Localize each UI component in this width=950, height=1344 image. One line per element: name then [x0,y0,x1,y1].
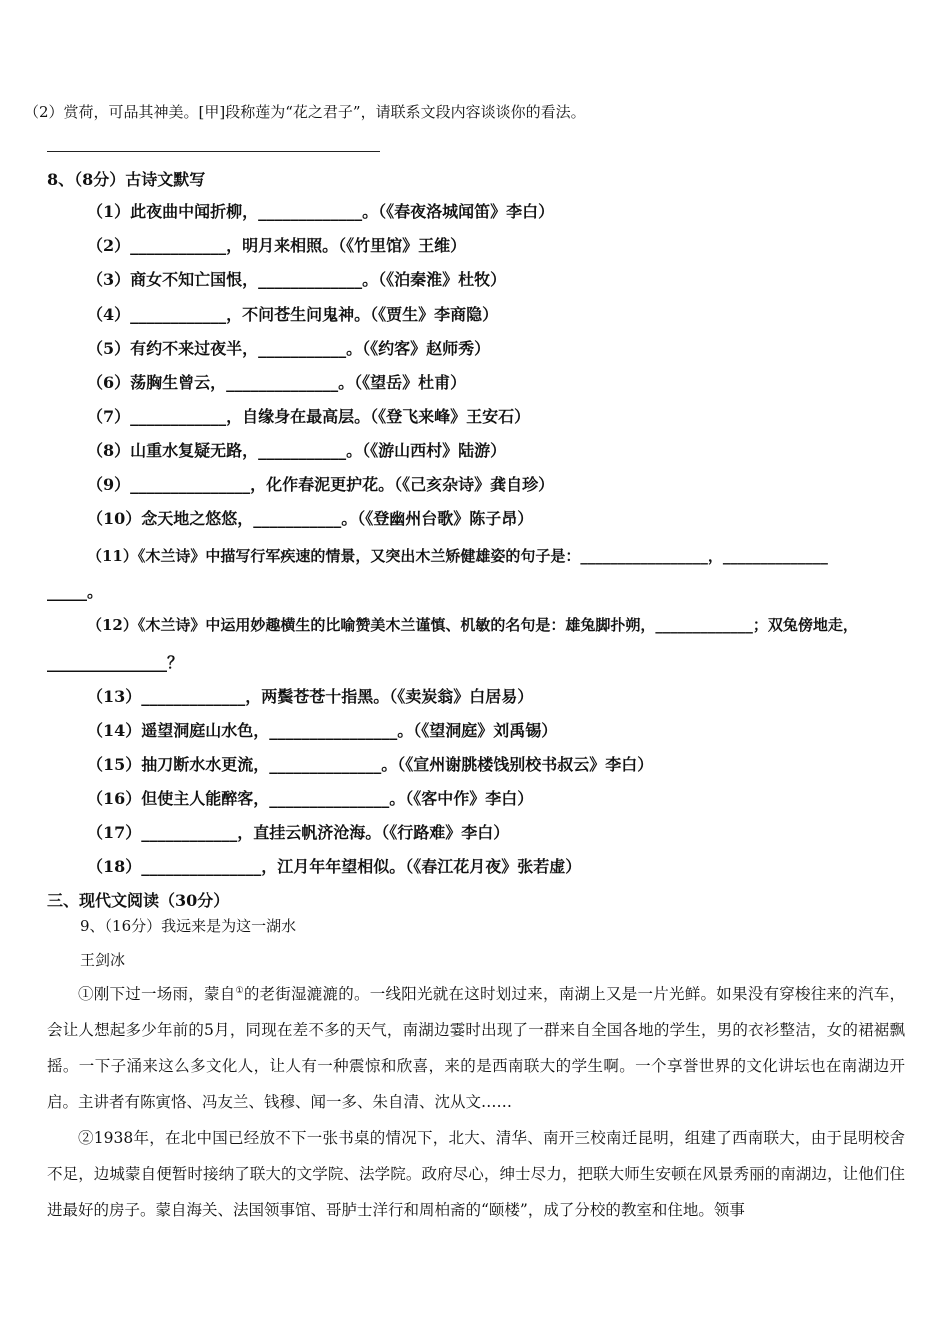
article-paragraph-1: ①刚下过一场雨，蒙自①的老街湿漉漉的。一线阳光就在这时划过来，南湖上又是一片光鲜。如果没有穿梭往来的汽车，会让人想起多少年前的5月，同现在差不多的天气，南湖边霎时出现了一群来自全国各地的学生，男的衣衫整洁，女的裙裾飘摇。一下子涌来这么多文化人，让人有一种震惊和欣喜，来的是西南联大的学生啊。一个享誉世界的文化讲坛也在南湖边开启。主讲者有陈寅恪、冯友兰、钱穆、闻一多、朱自清、沈从文…… [47,985,905,1111]
poem-item: （7）____________，自缘身在最高层。（《登飞来峰》王安石） [87,407,531,426]
poem-item: （8）山重水复疑无路，___________。（《游山西村》陆游） [87,441,507,460]
poem-item: （17）____________，直挂云帆济沧海。（《行路难》李白） [87,823,510,842]
poem-item: （4）____________，不问苍生问鬼神。（《贾生》李商隐） [87,305,499,324]
poem-item: （16）但使主人能醉客，_______________。（《客中作》李白） [87,789,534,808]
poem-item: （18）_______________，江月年年望相似。（《春江花月夜》张若虚） [87,857,582,876]
poem-item-11-cont: _____。 [47,582,104,601]
poem-item: （14）遥望洞庭山水色，________________。（《望洞庭》刘禹锡） [87,721,558,740]
poem-item-11: （11）《木兰诗》中描写行军疾速的情景，又突出木兰矫健雄姿的句子是：_________________，______________ [87,547,828,565]
poem-item: （1）此夜曲中闻折柳，_____________。（《春夜洛城闻笛》李白） [87,202,555,221]
section-3-heading: 三、现代文阅读（30分） [47,891,230,910]
question-9-title: 9、（16分）我远来是为这一湖水 [80,917,297,935]
poem-item: （15）抽刀断水水更流，______________。（《宣州谢朓楼饯别校书叔云》李白） [87,755,654,774]
answer-line [47,151,380,152]
question-8-title: 8、（8分）古诗文默写 [47,170,206,189]
poem-item: （6）荡胸生曾云，______________。（《望岳》杜甫） [87,373,467,392]
poem-item: （5）有约不来过夜半，___________。（《约客》赵师秀） [87,339,491,358]
question-7-2: （2）赏荷，可品其神美。[甲]段称莲为“花之君子”，请联系文段内容谈谈你的看法。 [24,103,586,121]
poem-item: （2）____________，明月来相照。（《竹里馆》王维） [87,236,467,255]
poem-item: （9）_______________，化作春泥更护花。（《己亥杂诗》龚自珍） [87,475,555,494]
poem-item: （10）念天地之悠悠，___________。（《登幽州台歌》陈子昂） [87,509,534,528]
poem-item: （13）_____________，两鬓苍苍十指黑。（《卖炭翁》白居易） [87,687,534,706]
footnote-marker: ① [235,985,244,996]
article-paragraph-2: ②1938年，在北中国已经放不下一张书桌的情况下，北大、清华、南开三校南迁昆明，组建了西南联大，由于昆明校舍不足，边城蒙自便暂时接纳了联大的文学院、法学院。政府尽心，绅士尽力，把联大师生安顿在风景秀丽的南湖边，让他们住进最好的房子。蒙自海关、法国领事馆、哥胪士洋行和周柏斋的“颐楼”，成了分校的教室和住地。领事 [47,1129,905,1219]
poem-item-12: （12）《木兰诗》中运用妙趣横生的比喻赞美木兰谨慎、机敏的名句是：雄兔脚扑朔，_____________；双兔傍地走， [87,616,858,634]
poem-item: （3）商女不知亡国恨，_____________。（《泊秦淮》杜牧） [87,270,507,289]
poem-item-12-cont: _______________？ [47,653,184,672]
article-author: 王剑冰 [80,951,126,969]
